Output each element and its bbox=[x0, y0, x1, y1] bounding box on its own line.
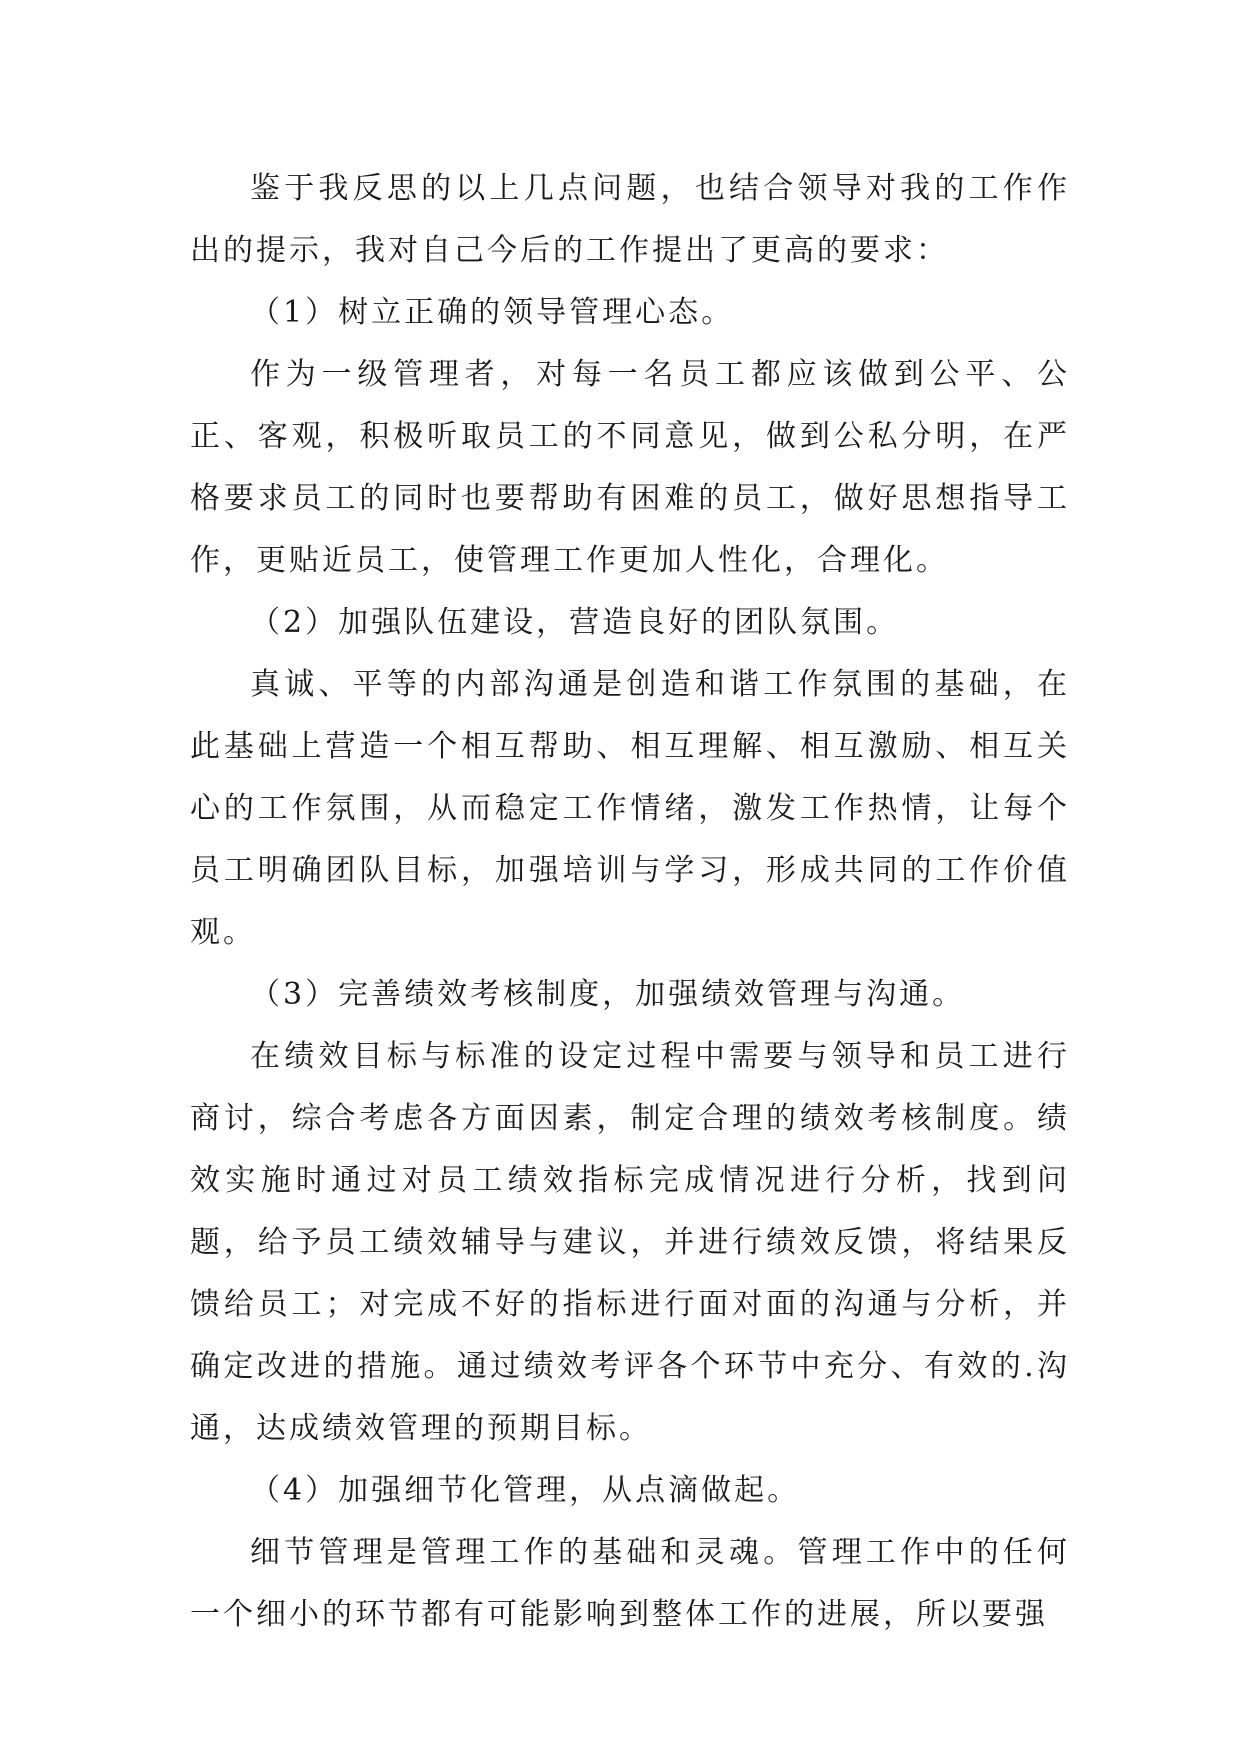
section-heading-3: （3）完善绩效考核制度，加强绩效管理与沟通。 bbox=[250, 977, 966, 1012]
section-heading-2: （2）加强队伍建设，营造良好的团队氛围。 bbox=[250, 605, 900, 640]
paragraph-intro: 鉴于我反思的以上几点问题，也结合领导对我的工作作出的提示，我对自己今后的工作提出了更高的要求： bbox=[190, 171, 1070, 268]
paragraph-section-4: 细节管理是管理工作的基础和灵魂。管理工作中的任何一个细小的环节都有可能影响到整体工作的进展，所以要强 bbox=[190, 1535, 1070, 1632]
paragraph-section-2: 真诚、平等的内部沟通是创造和谐工作氛围的基础，在此基础上营造一个相互帮助、相互理解、相互激励、相互关心的工作氛围，从而稳定工作情绪，激发工作热情，让每个员工明确团队目标，加强培训与学习，形成共同的工作价值观。 bbox=[190, 667, 1070, 950]
paragraph-section-3: 在绩效目标与标准的设定过程中需要与领导和员工进行商讨，综合考虑各方面因素，制定合理的绩效考核制度。绩效实施时通过对员工绩效指标完成情况进行分析，找到问题，给予员工绩效辅导与建议，并进行绩效反馈，将结果反馈给员工；对完成不好的指标进行面对面的沟通与分析，并确定改进的措施。通过绩效考评各个环节中充分、有效的.沟通，达成绩效管理的预期目标。 bbox=[190, 1039, 1070, 1446]
document-body bbox=[190, 158, 1070, 1646]
section-heading-4: （4）加强细节化管理，从点滴做起。 bbox=[250, 1473, 801, 1508]
paragraph-section-1: 作为一级管理者，对每一名员工都应该做到公平、公正、客观，积极听取员工的不同意见，做到公私分明，在严格要求员工的同时也要帮助有困难的员工，做好思想指导工作，更贴近员工，使管理工作更加人性化，合理化。 bbox=[190, 357, 1070, 578]
section-heading-1: （1）树立正确的领导管理心态。 bbox=[250, 295, 735, 330]
